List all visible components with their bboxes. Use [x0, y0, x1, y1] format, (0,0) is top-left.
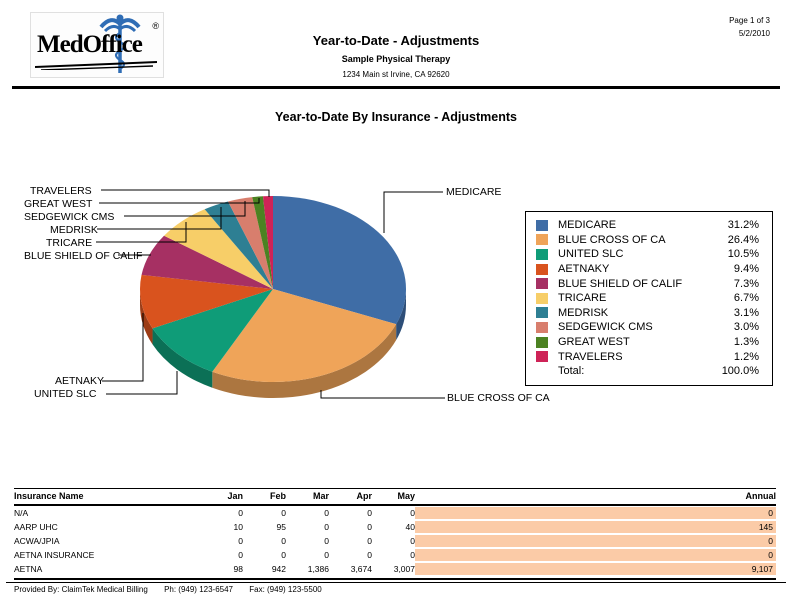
legend-percent: 10.5% — [727, 248, 759, 261]
month-value: 0 — [410, 536, 415, 546]
month-value: 0 — [238, 536, 243, 546]
legend-label: GREAT WEST — [558, 336, 630, 349]
legend-row-blue-cross-of-ca — [526, 233, 772, 248]
month-value: 942 — [271, 564, 286, 574]
legend-percent: 6.7% — [733, 292, 759, 305]
legend-swatch — [536, 278, 548, 289]
month-value: 0 — [281, 550, 286, 560]
annual-value — [415, 534, 776, 548]
month-value: 0 — [324, 550, 329, 560]
table-row — [14, 520, 776, 534]
report-title: Year-to-Date - Adjustments — [312, 33, 480, 48]
table-row — [14, 562, 776, 576]
legend-label: AETNAKY — [558, 263, 610, 276]
legend-percent: 3.1% — [733, 306, 759, 319]
legend-label: TRICARE — [558, 292, 607, 305]
provided-by: Provided By: ClaimTek Medical Billing — [14, 585, 148, 594]
callout-line — [102, 313, 143, 381]
pie-label-tricare: TRICARE — [46, 237, 93, 249]
table-row — [14, 534, 776, 548]
chart-legend — [525, 211, 773, 386]
col-header-insurance-name: Insurance Name — [14, 489, 179, 506]
footer — [14, 585, 336, 594]
pie-label-travelers: TRAVELERS — [30, 185, 92, 197]
month-value: 0 — [281, 536, 286, 546]
insurance-name: AETNA — [14, 564, 43, 574]
legend-percent: 1.2% — [733, 350, 759, 363]
footer-rule — [6, 582, 786, 583]
annual-value — [415, 562, 776, 576]
legend-row-blue-shield-of-calif — [526, 276, 772, 291]
legend-label: MEDICARE — [558, 219, 617, 232]
logo-underline — [35, 60, 157, 70]
annual-highlight: 0 — [415, 549, 776, 561]
table-header-row — [14, 489, 776, 506]
month-value: 0 — [324, 522, 329, 532]
month-value: 0 — [367, 536, 372, 546]
legend-label: SEDGEWICK CMS — [558, 321, 653, 334]
month-value: 10 — [233, 522, 243, 532]
col-header-may: May — [372, 489, 415, 506]
practice-address: 1234 Main st Irvine, CA 92620 — [342, 70, 450, 79]
col-header-mar: Mar — [286, 489, 329, 506]
legend-total-row — [526, 364, 772, 379]
table-row — [14, 505, 776, 520]
footer-phone: Ph: (949) 123-6547 — [164, 585, 233, 594]
col-header-jan: Jan — [179, 489, 243, 506]
legend-swatch — [536, 234, 548, 245]
legend-row-medrisk — [526, 306, 772, 321]
month-value: 3,674 — [350, 564, 372, 574]
annual-highlight: 145 — [415, 521, 776, 533]
month-value: 95 — [276, 522, 286, 532]
month-value: 98 — [233, 564, 243, 574]
col-header-apr: Apr — [329, 489, 372, 506]
legend-total-value: 100.0% — [721, 365, 759, 378]
report-date: 5/2/2010 — [738, 29, 770, 38]
legend-row-medicare — [526, 218, 772, 233]
chart-title: Year-to-Date By Insurance - Adjustments — [275, 110, 517, 124]
legend-row-sedgewick-cms — [526, 320, 772, 335]
pie-label-blue-cross-of-ca: BLUE CROSS OF CA — [447, 392, 550, 404]
registered-mark: ® — [152, 21, 159, 31]
callout-line — [106, 371, 177, 394]
callout-line — [321, 390, 445, 398]
callout-line — [384, 192, 443, 233]
col-header-feb: Feb — [243, 489, 286, 506]
legend-swatch — [536, 307, 548, 318]
legend-row-united-slc — [526, 247, 772, 262]
page-number: Page 1 of 3 — [729, 16, 770, 25]
footer-fax: Fax: (949) 123-5500 — [249, 585, 322, 594]
month-value: 3,007 — [393, 564, 415, 574]
annual-highlight: 0 — [415, 507, 776, 519]
annual-highlight: 0 — [415, 535, 776, 547]
legend-label: MEDRISK — [558, 306, 609, 319]
insurance-table — [14, 488, 776, 576]
annual-value — [415, 520, 776, 534]
legend-label: BLUE SHIELD OF CALIF — [558, 277, 683, 290]
legend-swatch — [536, 220, 548, 231]
month-value: 0 — [410, 508, 415, 518]
pie-label-sedgewick-cms: SEDGEWICK CMS — [24, 211, 115, 223]
month-value: 0 — [324, 536, 329, 546]
callout-line — [101, 190, 269, 197]
pie-label-medrisk: MEDRISK — [50, 224, 98, 236]
legend-swatch — [536, 322, 548, 333]
pie-label-medicare: MEDICARE — [446, 186, 502, 198]
col-header-annual: Annual — [415, 489, 776, 506]
legend-swatch — [536, 351, 548, 362]
month-value: 0 — [238, 508, 243, 518]
legend-swatch — [536, 249, 548, 260]
legend-percent: 7.3% — [733, 277, 759, 290]
month-value: 0 — [324, 508, 329, 518]
pie-label-aetnaky: AETNAKY — [55, 375, 105, 387]
month-value: 0 — [410, 550, 415, 560]
annual-value — [415, 505, 776, 520]
legend-swatch — [536, 264, 548, 275]
legend-row-travelers — [526, 349, 772, 364]
legend-label: TRAVELERS — [558, 350, 623, 363]
annual-value — [415, 548, 776, 562]
practice-name: Sample Physical Therapy — [341, 54, 451, 64]
legend-row-aetnaky — [526, 262, 772, 277]
legend-swatch — [536, 337, 548, 348]
logo-wordmark: MedOffice — [37, 31, 142, 58]
legend-label: UNITED SLC — [558, 248, 624, 261]
legend-percent: 9.4% — [733, 263, 759, 276]
pie-label-blue-shield-of-calif: BLUE SHIELD OF CALIF — [24, 250, 143, 262]
legend-label: BLUE CROSS OF CA — [558, 233, 666, 246]
legend-row-tricare — [526, 291, 772, 306]
pie-label-united-slc: UNITED SLC — [34, 388, 97, 400]
table-row — [14, 548, 776, 562]
insurance-name: ACWA/JPIA — [14, 536, 60, 546]
month-value: 0 — [281, 508, 286, 518]
legend-percent: 3.0% — [733, 321, 759, 334]
insurance-name: AARP UHC — [14, 522, 58, 532]
insurance-table-wrap — [14, 488, 776, 576]
legend-percent: 26.4% — [727, 233, 759, 246]
legend-total-label: Total: — [558, 365, 585, 378]
month-value: 0 — [367, 508, 372, 518]
month-value: 1,386 — [307, 564, 329, 574]
month-value: 0 — [367, 550, 372, 560]
month-value: 0 — [238, 550, 243, 560]
table-bottom-rule — [14, 578, 776, 580]
pie-label-great-west: GREAT WEST — [24, 198, 93, 210]
insurance-name: AETNA INSURANCE — [14, 550, 95, 560]
legend-percent: 1.3% — [733, 336, 759, 349]
month-value: 0 — [367, 522, 372, 532]
legend-row-great-west — [526, 335, 772, 350]
legend-swatch — [536, 293, 548, 304]
insurance-name: N/A — [14, 508, 29, 518]
annual-highlight: 9,107 — [415, 563, 776, 575]
month-value: 40 — [405, 522, 415, 532]
legend-percent: 31.2% — [727, 219, 759, 232]
